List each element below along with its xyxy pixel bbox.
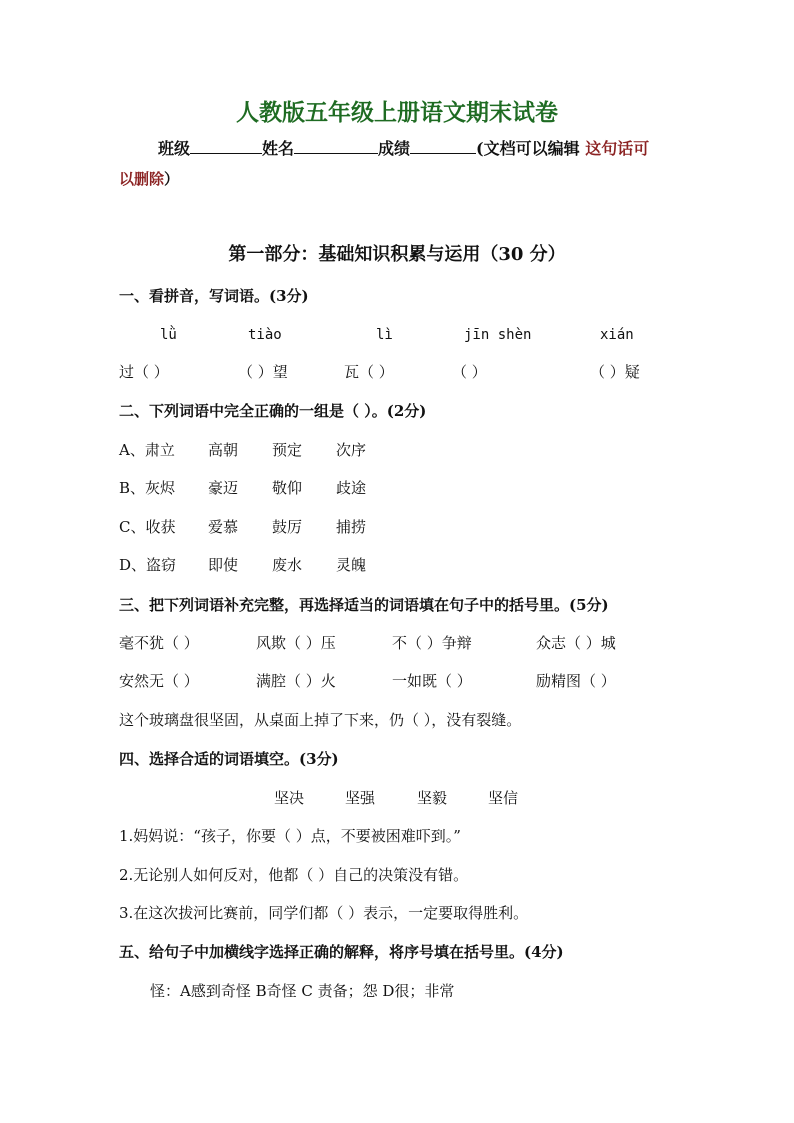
q2-option-d[interactable]: D、盗窃 xyxy=(119,556,177,574)
q3-title: 三、把下列词语补充完整，再选择适当的词语填在句子中的括号里。(5分) xyxy=(119,596,609,614)
delete-note-continued xyxy=(119,168,179,190)
q2-a-word-3: 次序 xyxy=(336,441,367,459)
class-blank[interactable] xyxy=(190,139,262,154)
q1-blank-3[interactable]: 瓦（ ） xyxy=(344,363,394,381)
q1-title: 一、看拼音，写词语。(3分) xyxy=(119,287,309,305)
q2-c-word-1: 爱慕 xyxy=(208,518,239,536)
q2-b-word-2: 敬仰 xyxy=(272,479,303,497)
q4-word-1: 坚决 xyxy=(274,789,305,807)
q3-idiom-2[interactable]: 风欺（ ）压 xyxy=(256,634,336,652)
q4-title: 四、选择合适的词语填空。(3分) xyxy=(119,750,339,768)
q2-b-word-1: 豪迈 xyxy=(208,479,239,497)
q3-idiom-1[interactable]: 毫不犹（ ） xyxy=(119,634,199,652)
pinyin-4: jīn shèn xyxy=(464,327,532,343)
q2-c-word-3: 捕捞 xyxy=(336,518,367,536)
q4-item-3[interactable]: 3.在这次拔河比赛前，同学们都（ ）表示，一定要取得胜利。 xyxy=(119,904,529,922)
part1-heading: 第一部分：基础知识积累与运用（30 分） xyxy=(228,244,566,265)
q1-blank-2[interactable]: （ ）望 xyxy=(238,363,288,381)
q4-word-4: 坚信 xyxy=(488,789,519,807)
score-label: 成绩 xyxy=(378,139,411,158)
q3-idiom-8[interactable]: 励精图（ ） xyxy=(536,672,616,690)
q1-blank-4[interactable]: （ ） xyxy=(452,363,487,381)
pinyin-3: lì xyxy=(376,327,393,343)
pinyin-1: lǜ xyxy=(160,327,177,343)
q2-a-word-1: 高朝 xyxy=(208,441,239,459)
q4-item-2[interactable]: 2.无论别人如何反对，他都（ ）自己的决策没有错。 xyxy=(119,866,469,884)
q4-item-1[interactable]: 1.妈妈说：“孩子，你要（ ）点，不要被困难吓到。” xyxy=(119,827,461,845)
page-title: 人教版五年级上册语文期末试卷 xyxy=(236,99,558,126)
pinyin-5: xián xyxy=(600,327,634,343)
q5-title: 五、给句子中加横线字选择正确的解释，将序号填在括号里。(4分) xyxy=(119,943,564,961)
q1-blank-5[interactable]: （ ）疑 xyxy=(590,363,640,381)
note-close: ） xyxy=(164,170,180,188)
q2-title: 二、下列词语中完全正确的一组是（ ）。(2分) xyxy=(119,402,427,420)
q4-word-2: 坚强 xyxy=(345,789,376,807)
delete-note-text: 以删除 xyxy=(119,170,165,188)
q3-idiom-5[interactable]: 安然无（ ） xyxy=(119,672,199,690)
q2-option-a[interactable]: A、肃立 xyxy=(119,441,175,459)
name-blank[interactable] xyxy=(294,139,378,154)
q2-d-word-1: 即使 xyxy=(208,556,239,574)
q3-sentence[interactable]: 这个玻璃盘很坚固，从桌面上掉了下来，仍（ ），没有裂缝。 xyxy=(119,711,522,729)
q2-option-c[interactable]: C、收获 xyxy=(119,518,176,536)
q2-d-word-2: 废水 xyxy=(272,556,303,574)
q3-idiom-7[interactable]: 一如既（ ） xyxy=(392,672,472,690)
q5-definition-line: 怪：A感到奇怪 B奇怪 C 责备；怨 D很；非常 xyxy=(150,982,455,1000)
class-label: 班级 xyxy=(158,139,191,158)
edit-note: (文档可以编辑 xyxy=(476,139,586,158)
q2-a-word-2: 预定 xyxy=(272,441,303,459)
score-blank[interactable] xyxy=(410,139,476,154)
delete-note: 这句话可 xyxy=(585,139,650,158)
q2-d-word-3: 灵魄 xyxy=(336,556,367,574)
q2-b-word-3: 歧途 xyxy=(336,479,367,497)
q3-idiom-6[interactable]: 满腔（ ）火 xyxy=(256,672,336,690)
q3-idiom-4[interactable]: 众志（ ）城 xyxy=(536,634,616,652)
name-label: 姓名 xyxy=(262,139,295,158)
q1-blank-1[interactable]: 过（ ） xyxy=(119,363,169,381)
q2-option-b[interactable]: B、灰烬 xyxy=(119,479,176,497)
pinyin-2: tiào xyxy=(248,327,282,343)
student-info-line xyxy=(158,138,649,160)
q3-idiom-3[interactable]: 不（ ）争辩 xyxy=(392,634,472,652)
q2-c-word-2: 鼓厉 xyxy=(272,518,303,536)
q4-word-3: 坚毅 xyxy=(417,789,448,807)
